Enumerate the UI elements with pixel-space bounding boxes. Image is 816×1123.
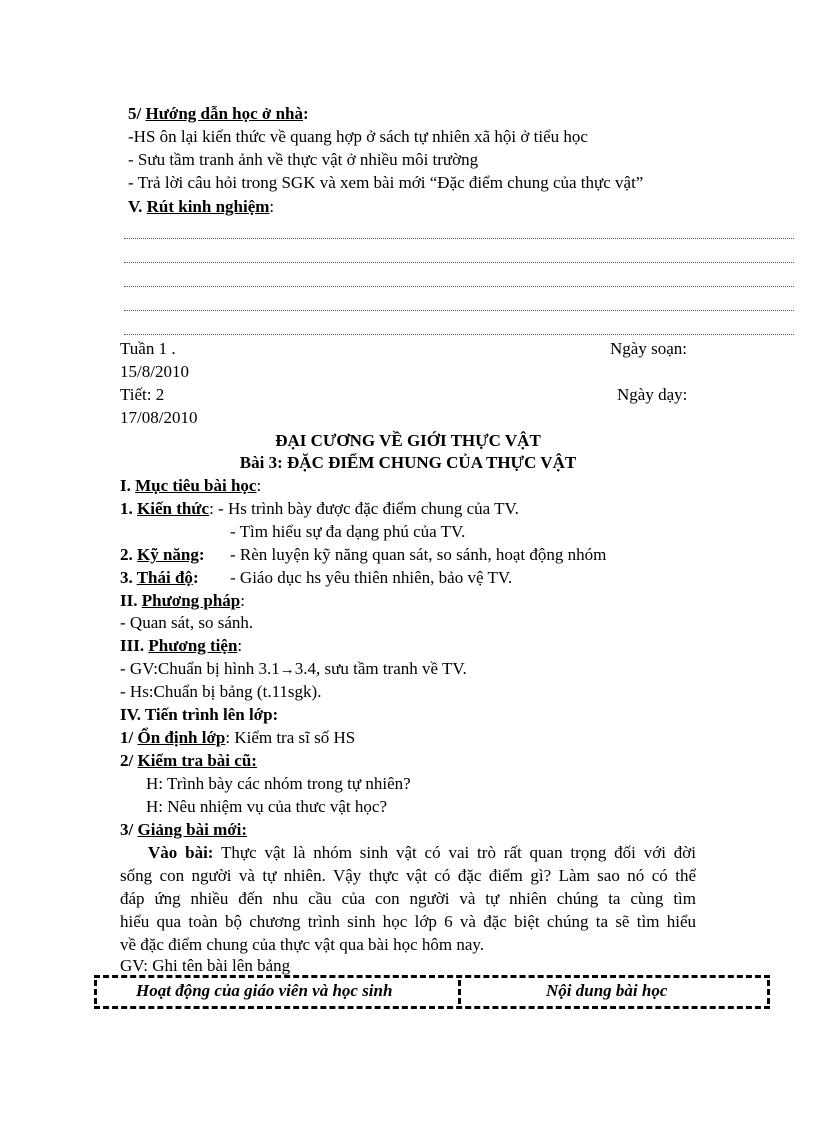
intro-line-4: hiểu qua toàn bộ chương trình sinh học lớp 6 và đặc biệt chúng ta sẽ tìm hiểu bbox=[120, 912, 696, 931]
methods-item: - Quan sát, so sánh. bbox=[120, 613, 254, 632]
methods-heading: II. Phương pháp: bbox=[120, 591, 245, 610]
table-col-content: Nội dung bài học bbox=[546, 981, 668, 1000]
attitude-text: - Giáo dục hs yêu thiên nhiên, bảo vệ TV. bbox=[230, 568, 513, 587]
skills-label: 2. Kỹ năng: bbox=[120, 545, 205, 564]
dotted-line bbox=[124, 286, 794, 287]
knowledge-line-1: 1. Kiến thức: - Hs trình bày được đặc điểm chung của TV. bbox=[120, 499, 519, 518]
intro-line-5: về đặc điểm chung của thực vật qua bài học hôm nay. bbox=[120, 935, 485, 954]
dotted-line bbox=[124, 310, 794, 311]
page-title: ĐẠI CƯƠNG VỀ GIỚI THỰC VẬT bbox=[275, 431, 541, 450]
table-border-right bbox=[767, 980, 770, 1004]
table-col-activities: Hoạt động của giáo viên và học sinh bbox=[136, 981, 393, 1000]
means-hs: - Hs:Chuẩn bị bảng (t.11sgk). bbox=[120, 682, 322, 701]
question-1: H: Trình bày các nhóm trong tự nhiên? bbox=[146, 774, 411, 793]
attitude-label: 3. Thái độ: bbox=[120, 568, 199, 587]
table-border-middle bbox=[458, 980, 461, 1004]
period-label: Tiết: 2 bbox=[120, 385, 165, 404]
intro-line-2: sống con người và tự nhiên. Vậy thực vật có đặc điểm gì? Làm sao nó có thể bbox=[120, 866, 696, 885]
question-2: H: Nêu nhiệm vụ của thưc vật học? bbox=[146, 797, 387, 816]
homework-item-3: - Trả lời câu hỏi trong SGK và xem bài mới “Đặc điểm chung của thực vật” bbox=[128, 173, 644, 192]
homework-heading: 5/ Hướng dẫn học ở nhà: bbox=[128, 104, 309, 123]
process-heading: IV. Tiến trình lên lớp: bbox=[120, 705, 279, 724]
objectives-heading: I. Mục tiêu bài học: bbox=[120, 476, 262, 495]
gv-note: GV: Ghi tên bài lên bảng bbox=[120, 956, 291, 975]
week-label: Tuần 1 . bbox=[120, 339, 176, 358]
prep-date: 15/8/2010 bbox=[120, 362, 189, 381]
experience-heading: V. Rút kinh nghiệm: bbox=[128, 197, 275, 216]
dotted-line bbox=[124, 262, 794, 263]
teach-date-label: Ngày dạy: bbox=[617, 385, 688, 404]
lesson-table-header bbox=[94, 975, 770, 1009]
prep-date-label: Ngày soạn: bbox=[610, 339, 687, 358]
homework-item-2: - Sưu tầm tranh ảnh về thực vật ở nhiều môi trường bbox=[128, 150, 479, 169]
step-2: 2/ Kiểm tra bài cũ: bbox=[120, 751, 257, 770]
means-heading: III. Phương tiện: bbox=[120, 636, 243, 655]
arrow-icon: → bbox=[279, 662, 295, 678]
dotted-line bbox=[124, 334, 794, 335]
intro-line-3: đáp ứng nhiều đến nhu cầu của con người và tự nhiên chúng ta cùng tìm bbox=[120, 889, 696, 908]
intro-line-1: Vào bài: Thực vật là nhóm sinh vật có vai trò rất quan trọng đối với đời bbox=[148, 843, 696, 862]
means-gv: - GV:Chuẩn bị hình 3.1→3.4, sưu tầm tranh về TV. bbox=[120, 659, 467, 678]
lesson-title: Bài 3: ĐẶC ĐIỂM CHUNG CỦA THỰC VẬT bbox=[239, 453, 577, 472]
table-border-left bbox=[94, 980, 97, 1004]
step-3: 3/ Giảng bài mới: bbox=[120, 820, 248, 839]
teach-date: 17/08/2010 bbox=[120, 408, 198, 427]
step-1: 1/ Ổn định lớp: Kiểm tra sĩ số HS bbox=[120, 728, 356, 747]
dotted-line bbox=[124, 238, 794, 239]
homework-item-1: -HS ôn lại kiến thức về quang hợp ở sách tự nhiên xã hội ở tiểu học bbox=[128, 127, 588, 146]
knowledge-line-2: - Tìm hiểu sự đa dạng phú của TV. bbox=[230, 522, 466, 541]
skills-text: - Rèn luyện kỹ năng quan sát, so sánh, hoạt động nhóm bbox=[230, 545, 607, 564]
